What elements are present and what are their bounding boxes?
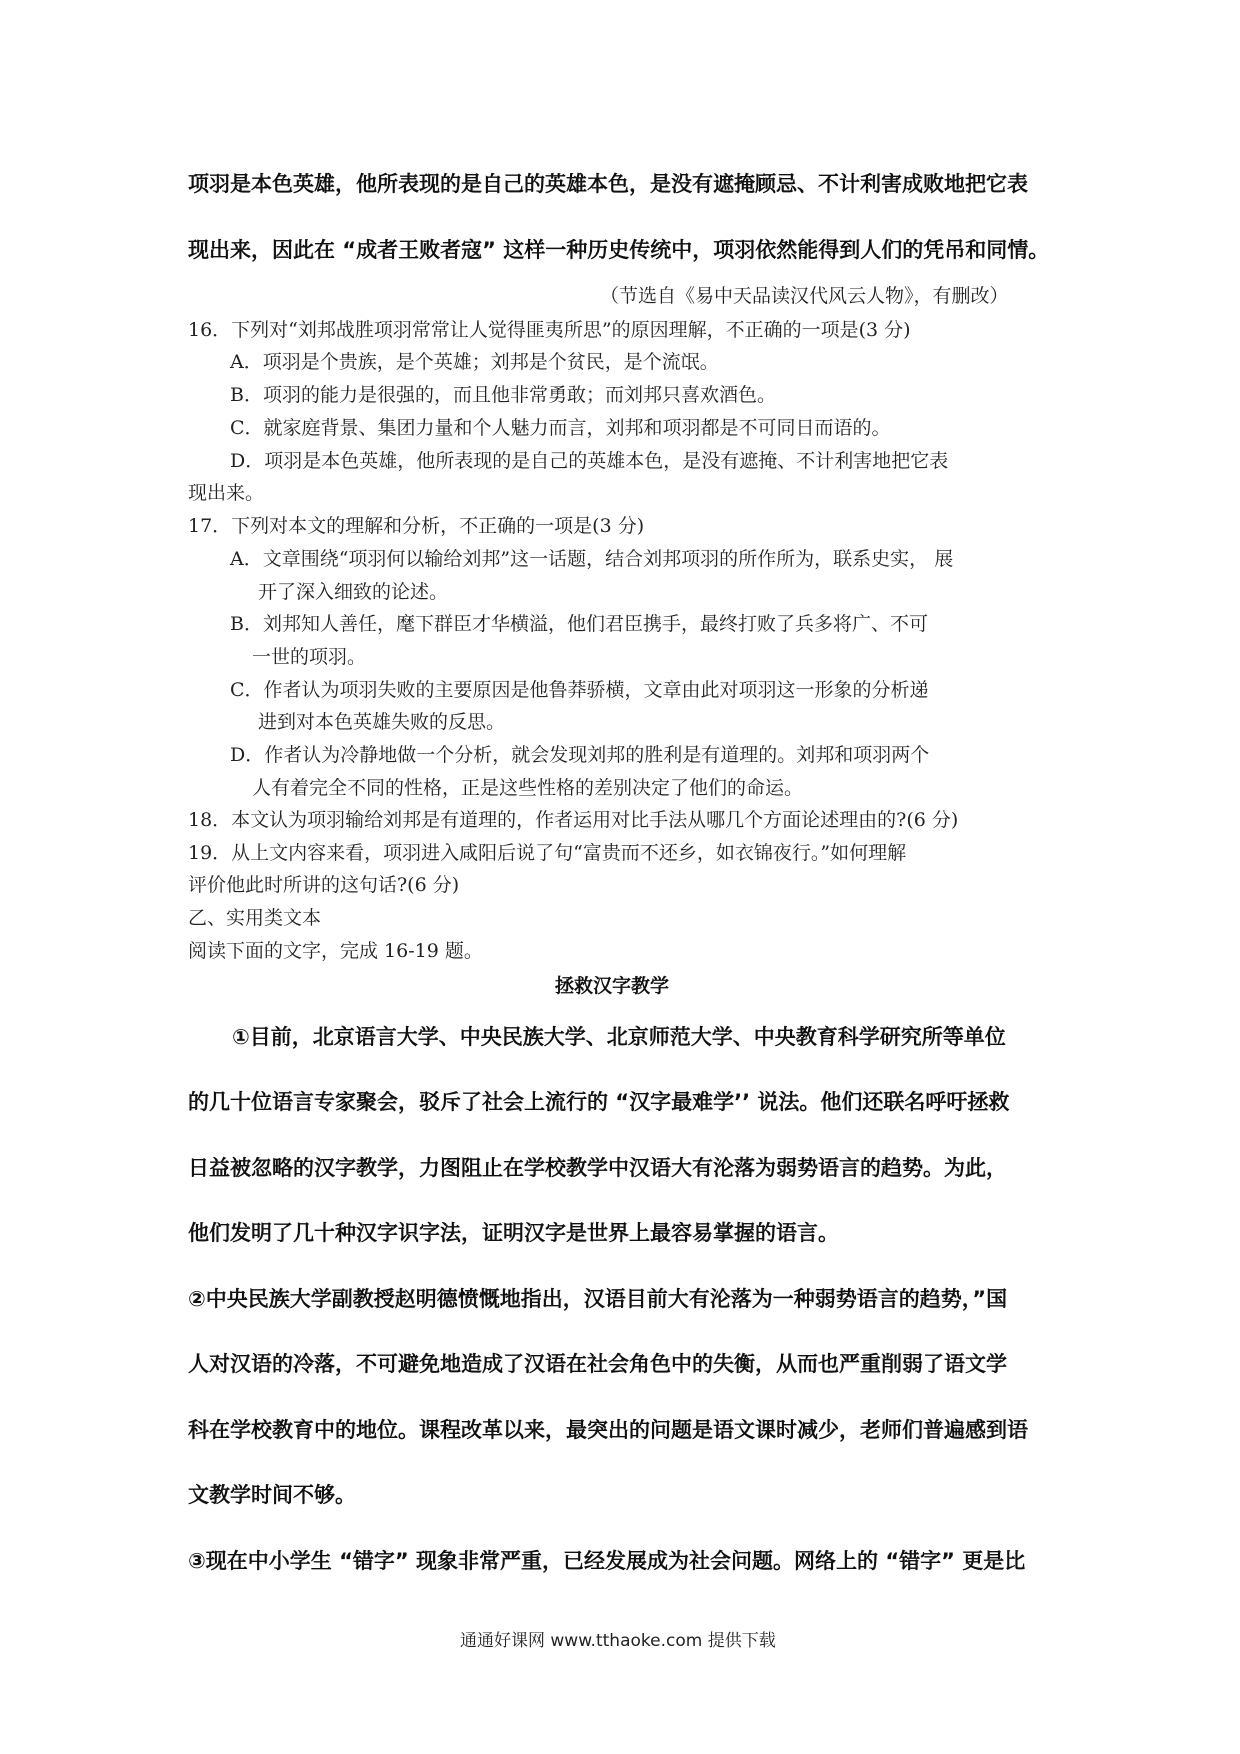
question-16-option-d: D．项羽是本色英雄，他所表现的是自己的英雄本色，是没有遮掩、不计利害地把它表 bbox=[230, 450, 949, 472]
question-17-option-b-continued: 一世的项羽。 bbox=[252, 646, 367, 668]
article-line-8: 文教学时间不够。 bbox=[188, 1483, 356, 1507]
section-b-heading: 乙、实用类文本 bbox=[188, 907, 322, 929]
passage-a-line-2: 现出来，因此在 “成者王败者寇” 这样一种历史传统中，项羽依然能得到人们的凭吊和同情。 bbox=[188, 238, 1050, 262]
question-16-option-c: C．就家庭背景、集团力量和个人魅力而言，刘邦和项羽都是不可同日而语的。 bbox=[230, 417, 891, 439]
article-line-2: 的几十位语言专家聚会，驳斥了社会上流行的 “汉字最难学’’ 说法。他们还联名呼吁拯救 bbox=[188, 1090, 1010, 1114]
article-line-3: 日益被忽略的汉字教学，力图阻止在学校教学中汉语大有沦落为弱势语言的趋势。为此， bbox=[188, 1156, 1007, 1180]
question-16-option-d-continued: 现出来。 bbox=[188, 482, 265, 504]
question-19-line-1: 19．从上文内容来看，项羽进入咸阳后说了句“富贵而不还乡，如衣锦夜行。”如何理解 bbox=[188, 842, 907, 864]
article-line-7: 科在学校教育中的地位。课程改革以来，最突出的问题是语文课时减少，老师们普遍感到语 bbox=[188, 1418, 1028, 1442]
footer-watermark: 通通好课网 www.tthaoke.com 提供下载 bbox=[460, 1631, 776, 1651]
question-17-stem: 17．下列对本文的理解和分析，不正确的一项是(3 分) bbox=[188, 515, 645, 537]
article-line-9: ③现在中小学生 “错字” 现象非常严重，已经发展成为社会问题。网络上的 “错字” 更是比 bbox=[188, 1549, 1026, 1573]
question-17-option-c: C．作者认为项羽失败的主要原因是他鲁莽骄横，文章由此对项羽这一形象的分析递 bbox=[230, 679, 929, 701]
article-line-1: ①目前，北京语言大学、中央民族大学、北京师范大学、中央教育科学研究所等单位 bbox=[232, 1025, 1006, 1049]
question-16-stem: 16．下列对“刘邦战胜项羽常常让人觉得匪夷所思”的原因理解，不正确的一项是(3 分) bbox=[188, 319, 911, 341]
question-17-option-d-continued: 人有着完全不同的性格，正是这些性格的差别决定了他们的命运。 bbox=[252, 777, 804, 799]
question-19-line-2: 评价他此时所讲的这句话?(6 分) bbox=[188, 874, 460, 896]
question-17-option-a: A．文章围绕“项羽何以输给刘邦”这一话题，结合刘邦项羽的所作所为，联系史实， 展 bbox=[230, 548, 954, 570]
question-17-option-b: B．刘邦知人善任，麾下群臣才华横溢，他们君臣携手，最终打败了兵多将广、不可 bbox=[230, 613, 928, 635]
article-title: 拯救汉字教学 bbox=[555, 975, 670, 997]
section-b-instruction: 阅读下面的文字，完成 16-19 题。 bbox=[188, 940, 483, 962]
passage-a-line-1: 项羽是本色英雄，他所表现的是自己的英雄本色，是没有遮掩顾忌、不计利害成败地把它表 bbox=[188, 172, 1028, 196]
article-line-6: 人对汉语的冷落，不可避免地造成了汉语在社会角色中的失衡，从而也严重削弱了语文学 bbox=[188, 1352, 1007, 1376]
passage-a-source: （节选自《易中天品读汉代风云人物》，有删改） bbox=[600, 285, 1009, 307]
question-17-option-d: D．作者认为冷静地做一个分析，就会发现刘邦的胜利是有道理的。刘邦和项羽两个 bbox=[230, 744, 930, 766]
article-line-5: ②中央民族大学副教授赵明德愤慨地指出，汉语目前大有沦落为一种弱势语言的趋势，”国 bbox=[188, 1287, 1008, 1311]
question-16-option-b: B．项羽的能力是很强的，而且他非常勇敢；而刘邦只喜欢酒色。 bbox=[230, 384, 776, 406]
article-line-4: 他们发明了几十种汉字识字法，证明汉字是世界上最容易掌握的语言。 bbox=[188, 1221, 839, 1245]
question-16-option-a: A．项羽是个贵族，是个英雄；刘邦是个贫民，是个流氓。 bbox=[230, 351, 719, 373]
question-17-option-c-continued: 进到对本色英雄失败的反思。 bbox=[258, 711, 506, 733]
question-18: 18．本文认为项羽输给刘邦是有道理的，作者运用对比手法从哪几个方面论述理由的?(6 分) bbox=[188, 809, 959, 831]
question-17-option-a-continued: 开了深入细致的论述。 bbox=[258, 581, 449, 603]
